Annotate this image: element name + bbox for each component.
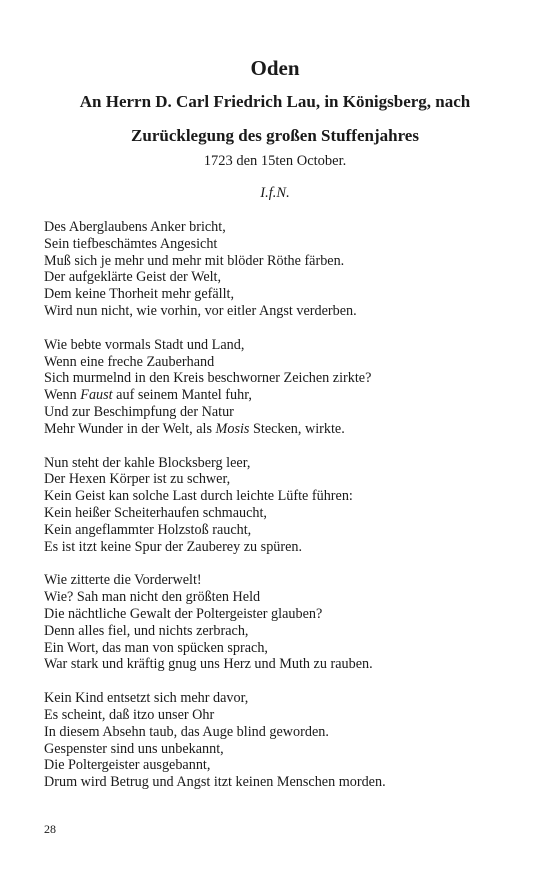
- verse-line: Die nächtliche Gewalt der Poltergeister glauben?: [44, 605, 323, 622]
- verse-line: Drum wird Betrug und Angst itzt keinen Menschen morden.: [44, 774, 386, 791]
- verse-line: Des Aberglaubens Anker bricht,: [44, 219, 226, 235]
- verse-line: Wenn eine freche Zauberhand: [44, 353, 215, 370]
- verse-text: auf seinem Mantel fuhr,: [112, 387, 252, 404]
- ode-dedication-line-2: Zurücklegung des großen Stuffenjahres: [131, 126, 419, 145]
- stanza-1: [44, 219, 524, 320]
- verse-line: Ein Wort, das man von spücken sprach,: [44, 639, 268, 656]
- verse-line: Kein angeflammter Holzstoß raucht,: [44, 521, 252, 538]
- verse-line: Es ist itzt keine Spur der Zauberey zu spüren.: [44, 538, 303, 555]
- page-title: Oden: [250, 56, 300, 80]
- verse-line: Wird nun nicht, wie vorhin, vor eitler Angst verderben.: [44, 302, 357, 319]
- page-number: 28: [44, 822, 56, 836]
- verse-text: Mehr Wunder in der Welt, als: [44, 420, 216, 437]
- verse-line: Wie bebte vormals Stadt und Land,: [44, 336, 245, 353]
- verse-line: Wie? Sah man nicht den größten Held: [44, 589, 261, 606]
- verse-line: Der aufgeklärte Geist der Welt,: [44, 269, 222, 286]
- verse-line: Kein Kind entsetzt sich mehr davor,: [44, 690, 249, 707]
- verse-line: Dem keine Thorheit mehr gefällt,: [44, 286, 235, 303]
- verse-line: Gespenster sind uns unbekannt,: [44, 740, 224, 757]
- verse-line: Sich murmelnd in den Kreis beschworner Zeichen zirkte?: [44, 370, 372, 387]
- ode-dedication-line-1: An Herrn D. Carl Friedrich Lau, in Königsberg, nach: [79, 92, 471, 111]
- verse-line: Kein Geist kan solche Last durch leichte Lüfte führen:: [44, 488, 353, 505]
- verse-line: Kein heißer Scheiterhaufen schmaucht,: [44, 504, 267, 521]
- verse-line: Es scheint, daß itzo unser Ohr: [44, 706, 215, 723]
- verse-line: Der Hexen Körper ist zu schwer,: [44, 471, 231, 488]
- verse-line: Muß sich je mehr und mehr mit blöder Röthe färben.: [44, 252, 345, 269]
- stanza-3: [44, 455, 524, 556]
- ode-date: 1723 den 15ten October.: [203, 153, 347, 169]
- verse-line-mosis: [44, 421, 524, 438]
- italic-name-faust: Faust: [80, 387, 113, 404]
- verse-line: Die Poltergeister ausgebannt,: [44, 757, 211, 774]
- verse-line: Sein tiefbeschämtes Angesicht: [44, 235, 218, 252]
- stanza-2: [44, 337, 524, 438]
- verse-line-faust: [44, 387, 524, 404]
- verse-line: Wie zitterte die Vorderwelt!: [44, 572, 202, 589]
- verse-line: Denn alles fiel, und nichts zerbrach,: [44, 622, 249, 639]
- poem-body: [44, 219, 524, 808]
- verse-line: War stark und kräftig gnug uns Herz und Muth zu rauben.: [44, 656, 373, 673]
- stanza-4: [44, 572, 524, 673]
- ode-initials: I.f.N.: [260, 185, 290, 201]
- verse-text: Wenn: [44, 387, 81, 404]
- italic-name-mosis: Mosis: [215, 420, 250, 437]
- verse-text: Stecken, wirkte.: [249, 420, 345, 437]
- verse-line: Und zur Beschimpfung der Natur: [44, 403, 234, 420]
- verse-line: Nun steht der kahle Blocksberg leer,: [44, 454, 251, 471]
- stanza-5: [44, 690, 524, 791]
- verse-line: In diesem Absehn taub, das Auge blind geworden.: [44, 723, 329, 740]
